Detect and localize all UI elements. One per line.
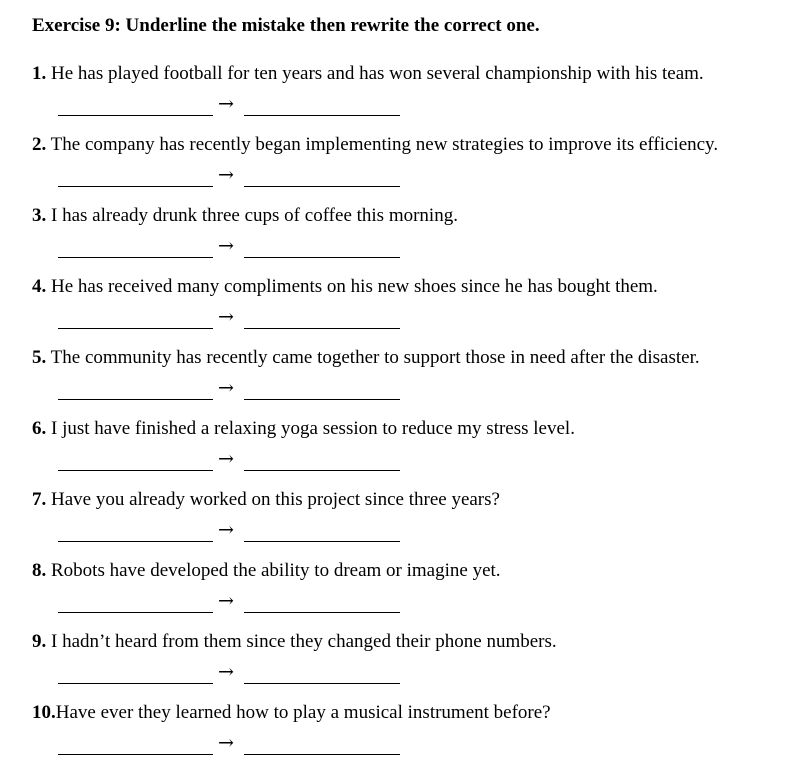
exercise-item-10: [32, 701, 797, 772]
question-text: [32, 701, 551, 725]
arrow-icon: →: [218, 448, 234, 470]
question-number: 3.: [32, 205, 47, 226]
question-number: 9.: [32, 631, 47, 652]
exercise-item-8: [32, 559, 797, 630]
answer-row: [58, 95, 438, 123]
answer-row: [58, 521, 438, 549]
mistake-blank[interactable]: [58, 95, 213, 116]
arrow-icon: →: [218, 93, 234, 115]
mistake-blank[interactable]: [58, 379, 213, 400]
correction-blank[interactable]: [244, 95, 400, 116]
exercise-item-2: [32, 133, 797, 204]
exercise-item-4: [32, 275, 797, 346]
question-number: 1.: [32, 63, 47, 84]
question-text: [32, 346, 700, 370]
correction-blank[interactable]: [244, 308, 400, 329]
correction-blank[interactable]: [244, 592, 400, 613]
question-sentence: I just have finished a relaxing yoga session to reduce my stress level.: [46, 418, 575, 439]
mistake-blank[interactable]: [58, 166, 213, 187]
question-text: [32, 559, 501, 583]
mistake-blank[interactable]: [58, 237, 213, 258]
question-sentence: He has received many compliments on his new shoes since he has bought them.: [46, 276, 658, 297]
mistake-blank[interactable]: [58, 450, 213, 471]
mistake-blank[interactable]: [58, 734, 213, 755]
mistake-blank[interactable]: [58, 308, 213, 329]
question-sentence: The community has recently came together to support those in need after the disaster.: [46, 347, 700, 368]
question-text: [32, 630, 557, 654]
question-number: 8.: [32, 560, 47, 581]
exercise-item-3: [32, 204, 797, 275]
correction-blank[interactable]: [244, 379, 400, 400]
correction-blank[interactable]: [244, 450, 400, 471]
question-text: [32, 275, 658, 299]
question-text: [32, 204, 458, 228]
exercise-title: Exercise 9: Underline the mistake then rewrite the correct one.: [32, 15, 540, 36]
correction-blank[interactable]: [244, 237, 400, 258]
question-number: 10.: [32, 702, 56, 723]
question-number: 2.: [32, 134, 47, 155]
answer-row: [58, 450, 438, 478]
answer-row: [58, 166, 438, 194]
question-sentence: I hadn’t heard from them since they changed their phone numbers.: [46, 631, 557, 652]
arrow-icon: →: [218, 306, 234, 328]
question-text: [32, 133, 718, 157]
answer-row: [58, 663, 438, 691]
arrow-icon: →: [218, 235, 234, 257]
answer-row: [58, 237, 438, 265]
question-number: 4.: [32, 276, 47, 297]
answer-row: [58, 379, 438, 407]
correction-blank[interactable]: [244, 166, 400, 187]
arrow-icon: →: [218, 164, 234, 186]
question-sentence: The company has recently began implementing new strategies to improve its efficiency.: [46, 134, 719, 155]
correction-blank[interactable]: [244, 734, 400, 755]
question-sentence: I has already drunk three cups of coffee this morning.: [46, 205, 458, 226]
correction-blank[interactable]: [244, 521, 400, 542]
exercise-item-7: [32, 488, 797, 559]
arrow-icon: →: [218, 590, 234, 612]
answer-row: [58, 734, 438, 762]
question-number: 6.: [32, 418, 47, 439]
question-sentence: Have you already worked on this project since three years?: [46, 489, 500, 510]
question-sentence: Robots have developed the ability to dream or imagine yet.: [46, 560, 501, 581]
answer-row: [58, 308, 438, 336]
exercise-item-1: [32, 62, 797, 133]
arrow-icon: →: [218, 661, 234, 683]
question-sentence: Have ever they learned how to play a musical instrument before?: [55, 702, 551, 723]
mistake-blank[interactable]: [58, 521, 213, 542]
correction-blank[interactable]: [244, 663, 400, 684]
mistake-blank[interactable]: [58, 663, 213, 684]
arrow-icon: →: [218, 732, 234, 754]
exercise-item-5: [32, 346, 797, 417]
mistake-blank[interactable]: [58, 592, 213, 613]
question-text: [32, 417, 575, 441]
question-number: 5.: [32, 347, 47, 368]
answer-row: [58, 592, 438, 620]
arrow-icon: →: [218, 377, 234, 399]
question-text: [32, 488, 500, 512]
exercise-item-9: [32, 630, 797, 701]
exercise-item-6: [32, 417, 797, 488]
question-sentence: He has played football for ten years and has won several championship with his team.: [46, 63, 704, 84]
arrow-icon: →: [218, 519, 234, 541]
question-text: [32, 62, 704, 86]
question-number: 7.: [32, 489, 47, 510]
